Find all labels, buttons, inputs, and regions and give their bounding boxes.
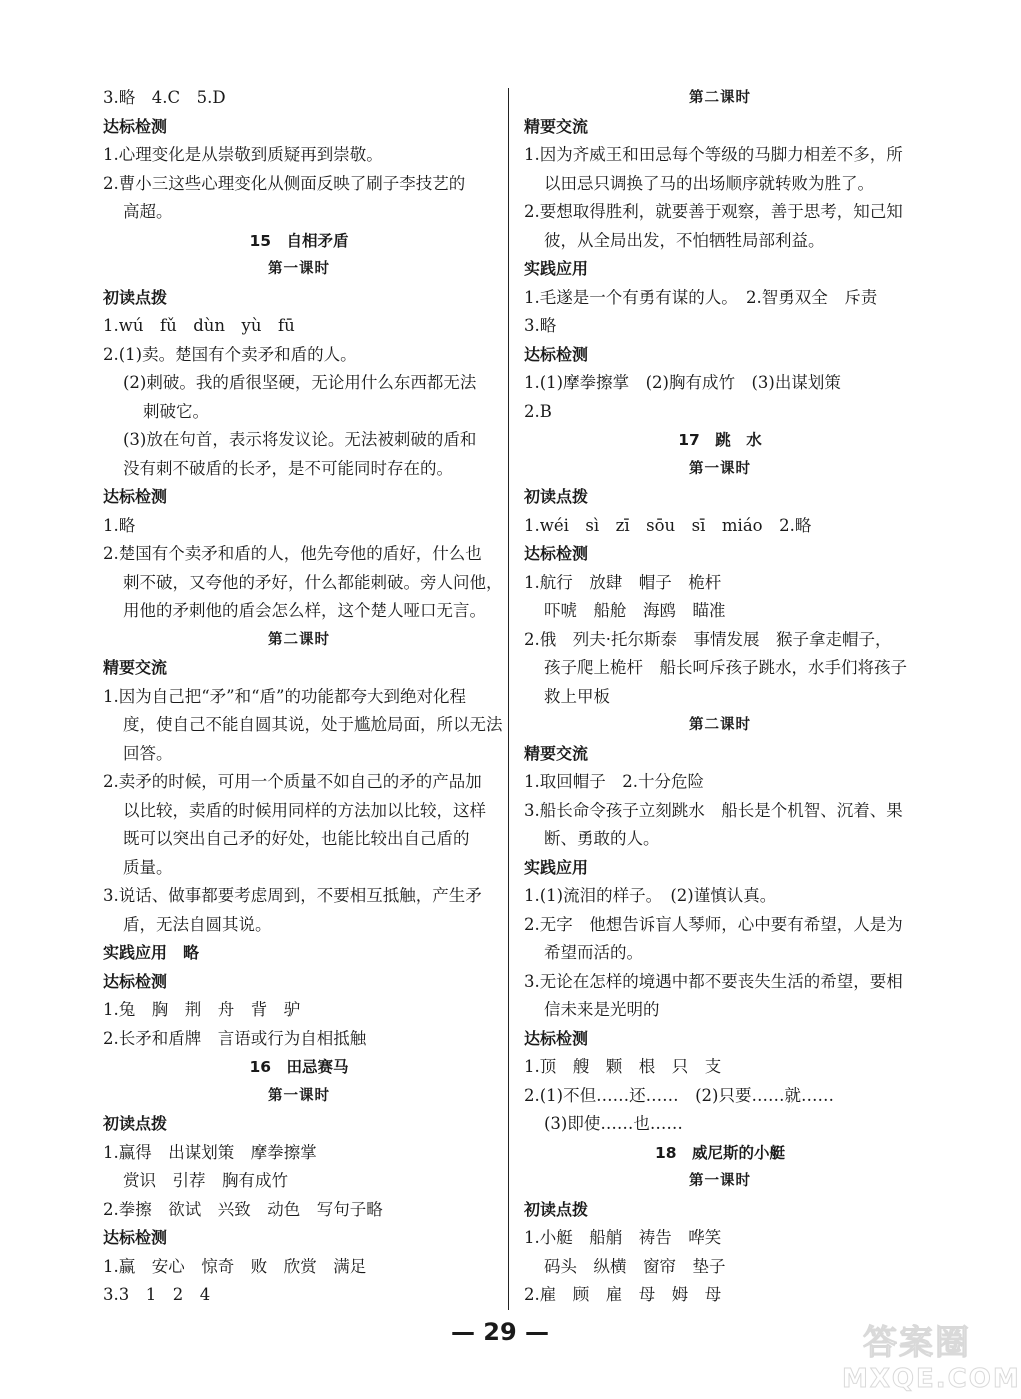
section-heading: 初读点拨 xyxy=(103,287,168,307)
answer-line-continued: 刺不破，又夸他的矛好，什么都能刺破。旁人问他， xyxy=(123,572,503,592)
answer-line: 1.赢 安心 惊奇 败 欣赏 满足 xyxy=(103,1256,367,1276)
answer-line: 2.(1)不但……还…… (2)只要……就…… xyxy=(524,1085,834,1105)
answer-line-continued: 度，使自己不能自圆其说，处于尴尬局面，所以无法 xyxy=(123,715,503,734)
answer-line: 1.赢得 出谋划策 摩拳擦掌 xyxy=(103,1142,317,1162)
answer-line-continued: 吓唬 船舱 海鸥 瞄准 xyxy=(544,601,726,620)
lesson-title: 15 自相矛盾 xyxy=(249,231,349,250)
lesson-period: 第一课时 xyxy=(268,1086,330,1104)
section-heading: 精要交流 xyxy=(524,743,589,763)
answer-line: 2.雇 顾 雇 母 姆 母 xyxy=(524,1285,722,1304)
answer-line: 1.因为自己把“矛”和“盾”的功能都夸大到绝对化程 xyxy=(103,686,466,706)
answer-line: 2.卖矛的时候，可用一个质量不如自己的矛的产品加 xyxy=(103,772,482,791)
answer-line: 2.无字 他想告诉盲人琴师，心中要有希望，人是为 xyxy=(524,914,903,934)
answer-line-continued: 以田忌只调换了马的出场顺序就转败为胜了。 xyxy=(544,173,874,193)
answer-line: 1.心理变化是从崇敬到质疑再到崇敬。 xyxy=(103,145,383,164)
answer-line-continued: 没有刺不破盾的长矛，是不可能同时存在的。 xyxy=(123,458,453,478)
answer-line: 2.楚国有个卖矛和盾的人，他先夸他的盾好，什么也 xyxy=(103,544,482,563)
answer-line: 1.wéi sì zī sōu sī miáo 2.略 xyxy=(524,515,812,535)
answer-line: 1.兔 胸 荆 舟 背 驴 xyxy=(103,1000,301,1019)
answer-line-continued: 用他的矛刺他的盾会怎么样，这个楚人哑口无言。 xyxy=(123,601,486,620)
answer-line-continued: 回答。 xyxy=(123,743,173,763)
answer-line: 2.(1)卖。楚国有个卖矛和盾的人。 xyxy=(103,344,357,364)
section-heading: 精要交流 xyxy=(103,658,168,677)
answer-line-continued: 既可以突出自己矛的好处，也能比较出自己盾的 xyxy=(123,829,470,848)
answer-line-continued: (3)即使……也…… xyxy=(544,1114,683,1133)
answer-line: 1.wú fǔ dùn yù fū xyxy=(103,316,295,335)
answer-line: 3.无论在怎样的境遇中都不要丧失生活的希望，要相 xyxy=(524,971,903,991)
lesson-title: 16 田忌赛马 xyxy=(249,1058,349,1076)
answer-line-continued: 孩子爬上桅杆 船长呵斥孩子跳水，水手们将孩子 xyxy=(544,658,907,677)
lesson-period: 第一课时 xyxy=(689,459,751,477)
answer-line-continued: 赏识 引荐 胸有成竹 xyxy=(123,1171,288,1190)
answer-line: 3.说话、做事都要考虑周到，不要相互抵触，产生矛 xyxy=(103,886,482,905)
lesson-period: 第一课时 xyxy=(689,1172,751,1189)
answer-line: 2.长矛和盾牌 言语或行为自相抵触 xyxy=(103,1028,367,1048)
answer-line: 2.B xyxy=(524,401,552,421)
answer-line-continued: 盾，无法自圆其说。 xyxy=(123,914,272,934)
watermark-logo xyxy=(842,1315,1021,1395)
section-heading: 实践应用 xyxy=(524,259,589,278)
answer-line: 1.顶 艘 颗 根 只 支 xyxy=(524,1057,722,1076)
answer-subitem: (2)刺破。我的盾很坚硬，无论用什么东西都无法 xyxy=(123,373,477,392)
lesson-title: 18 威尼斯的小艇 xyxy=(654,1143,786,1162)
answer-line: 1.毛遂是一个有勇有谋的人。 2.智勇双全 斥责 xyxy=(524,287,878,307)
section-heading: 达标检测 xyxy=(103,116,168,136)
watermark-top-text: 答案圈 xyxy=(863,1323,971,1363)
answer-line: 2.拳擦 欲试 兴致 动色 写句子略 xyxy=(103,1199,383,1219)
section-heading: 实践应用 xyxy=(524,857,589,877)
answer-subitem: (3)放在句首，表示将发议论。无法被刺破的盾和 xyxy=(123,430,477,449)
answer-line-continued: 码头 纵横 窗帘 垫子 xyxy=(544,1256,726,1276)
section-heading: 初读点拨 xyxy=(524,487,589,506)
section-heading: 精要交流 xyxy=(524,116,589,136)
answer-line-continued: 高超。 xyxy=(123,202,173,221)
section-heading: 达标检测 xyxy=(524,1028,589,1048)
answer-line-continued: 希望而活的。 xyxy=(544,943,643,962)
answer-line-continued: 以比较，卖盾的时候用同样的方法加以比较，这样 xyxy=(123,800,486,820)
answer-line-continued: 信未来是光明的 xyxy=(544,1000,660,1019)
lesson-period: 第二课时 xyxy=(689,89,751,106)
answer-line: 2.曹小三这些心理变化从侧面反映了刷子李技艺的 xyxy=(103,173,466,193)
section-heading: 达标检测 xyxy=(103,1228,168,1247)
answer-line: 3.3 1 2 4 xyxy=(103,1285,211,1304)
answer-line: 1.略 xyxy=(103,515,136,535)
answer-line-continued: 质量。 xyxy=(123,857,173,877)
lesson-title: 17 跳 水 xyxy=(678,431,762,449)
left-column xyxy=(103,84,503,1310)
answer-line-continued: 刺破它。 xyxy=(143,401,209,421)
answer-line: 1.取回帽子 2.十分危险 xyxy=(524,772,704,791)
section-heading: 实践应用 略 xyxy=(103,943,200,962)
page-number: — 29 — xyxy=(450,1318,550,1346)
section-heading: 初读点拨 xyxy=(524,1199,589,1219)
section-heading: 达标检测 xyxy=(103,971,168,991)
column-divider xyxy=(508,88,509,1310)
answer-line: 1.因为齐威王和田忌每个等级的马脚力相差不多，所 xyxy=(524,145,903,164)
right-column xyxy=(524,84,916,1310)
answer-line: 3.略 xyxy=(524,316,557,335)
answer-line: 1.航行 放肆 帽子 桅杆 xyxy=(524,572,722,592)
answer-line: 1.(1)流泪的样子。 (2)谨慎认真。 xyxy=(524,886,777,905)
section-heading: 达标检测 xyxy=(524,544,589,563)
answer-line: 1.小艇 船艄 祷告 哗笑 xyxy=(524,1228,722,1247)
answer-line: 3.略 4.C 5.D xyxy=(103,88,226,107)
section-heading: 达标检测 xyxy=(524,344,589,364)
answer-line: 2.俄 列夫·托尔斯泰 事情发展 猴子拿走帽子， xyxy=(524,629,892,649)
answer-line-continued: 救上甲板 xyxy=(544,686,610,706)
answer-line: 2.要想取得胜利，就要善于观察，善于思考，知己知 xyxy=(524,202,903,221)
answer-line-continued: 彼，从全局出发，不怕牺牲局部利益。 xyxy=(544,230,825,250)
watermark-bottom-text: MXQE.COM xyxy=(842,1364,1021,1394)
section-heading: 初读点拨 xyxy=(103,1114,168,1133)
section-heading: 达标检测 xyxy=(103,487,168,506)
answer-line: 3.船长命令孩子立刻跳水 船长是个机智、沉着、果 xyxy=(524,800,903,820)
lesson-period: 第一课时 xyxy=(268,260,330,277)
lesson-period: 第二课时 xyxy=(268,630,330,648)
answer-line-continued: 断、勇敢的人。 xyxy=(544,829,660,848)
answer-line: 1.(1)摩拳擦掌 (2)胸有成竹 (3)出谋划策 xyxy=(524,373,841,392)
lesson-period: 第二课时 xyxy=(689,716,751,733)
